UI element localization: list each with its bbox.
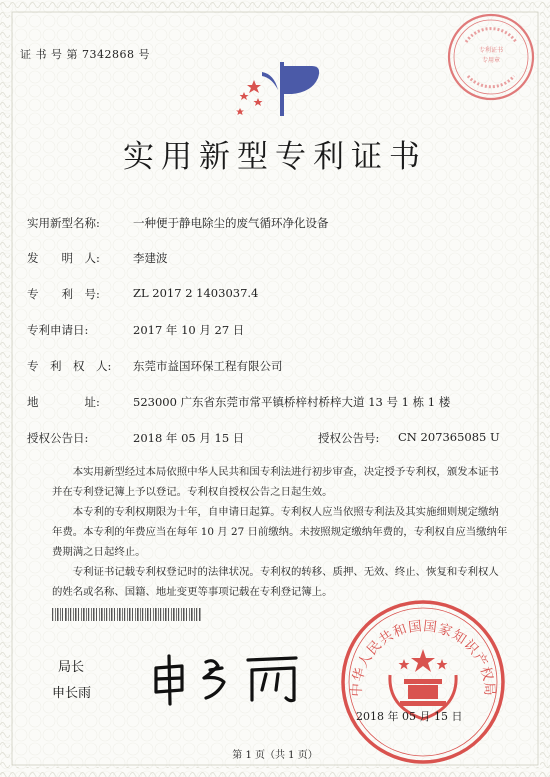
barcode-icon [52, 608, 202, 621]
certificate-number-suffix: 号 [138, 48, 150, 61]
certificate-number-value: 7342868 [82, 48, 135, 61]
body-paragraph-3: 专利证书记载专利权登记时的法律状况。专利权的转移、质押、无效、终止、恢复和专利权人的姓名或名称、国籍、地址变更等事项记载在专利登记簿上。 [52, 566, 499, 598]
field-address-label: 地 址: [27, 395, 100, 409]
cnipa-logo-icon [232, 60, 324, 118]
field-patentee-label: 专 利 权 人: [27, 359, 112, 373]
grant-date-value: 2018 年 05 月 15 日 [133, 431, 245, 445]
grant-number-value: CN 207365085 U [398, 430, 500, 444]
official-seal-icon [338, 597, 508, 767]
certificate-seal-small-icon [446, 12, 536, 102]
certificate-title: 实用新型专利证书 [123, 139, 427, 175]
field-patentee-value: 东莞市益国环保工程有限公司 [133, 359, 283, 373]
field-inventor-value: 李建波 [133, 251, 168, 265]
signatory-name: 申长雨 [52, 686, 92, 701]
body-paragraph-2: 本专利的专利权期限为十年，自申请日起算。专利权人应当依照专利法及其实施细则规定缴纳年费。本专利的年费应当在每年 10 月 27 日前缴纳。未按照规定缴纳年费的，专利权自应当缴纳年费期满之日起终止。 [52, 506, 508, 558]
grant-number-label: 授权公告号: [318, 431, 380, 445]
signatory-title: 局长 [58, 660, 85, 675]
certificate-number-label: 证 书 号 第 [20, 48, 78, 61]
field-invention-name-value: 一种便于静电除尘的废气循环净化设备 [133, 216, 329, 230]
field-application-date-label: 专利申请日: [27, 323, 89, 337]
field-patent-number-value: ZL 2017 2 1403037.4 [133, 286, 259, 300]
field-invention-name-label: 实用新型名称: [27, 216, 100, 230]
body-paragraph-1: 本实用新型经过本局依照中华人民共和国专利法进行初步审查，决定授予专利权，颁发本证书并在专利登记簿上予以登记。专利权自授权公告之日起生效。 [52, 466, 499, 498]
seal-text: 中华人民共和国国家知识产权局 [348, 618, 498, 698]
svg-text:专用章: 专用章 [481, 57, 501, 64]
certificate-number [20, 46, 150, 62]
handwritten-signature-icon [148, 650, 308, 706]
certificate-body [52, 462, 508, 602]
field-address-value: 523000 广东省东莞市常平镇桥梓村桥梓大道 13 号 1 栋 1 楼 [133, 395, 451, 409]
page-number: 第 1 页（共 1 页） [232, 750, 318, 761]
field-patent-number-label: 专 利 号: [27, 287, 100, 301]
seal-date: 2018 年 05 月 15 日 [356, 710, 463, 723]
grant-date-label: 授权公告日: [27, 431, 89, 445]
field-inventor-label: 发 明 人: [27, 251, 100, 265]
svg-text:专利证书: 专利证书 [478, 47, 504, 54]
field-application-date-value: 2017 年 10 月 27 日 [133, 323, 245, 337]
